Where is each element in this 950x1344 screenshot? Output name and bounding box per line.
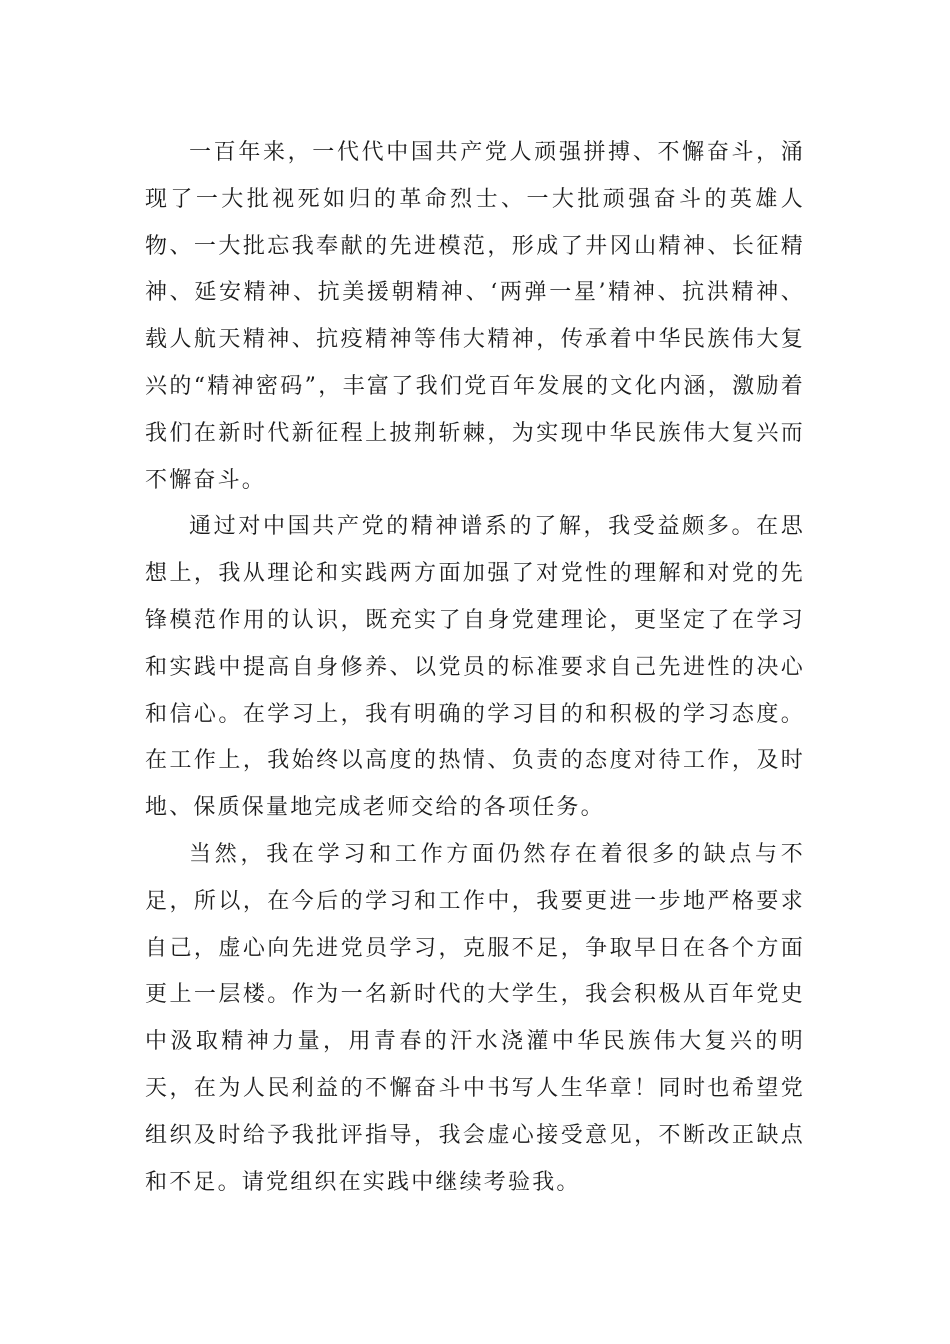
paragraph-1: 一百年来，一代代中国共产党人顽强拼搏、不懈奋斗，涌现了一大批视死如归的革命烈士、一大批顽强奋斗的英雄人物、一大批忘我奉献的先进模范，形成了井冈山精神、长征精神、延安精神、抗美援朝精神、‘两弹一星’精神、抗洪精神、载人航天精神、抗疫精神等伟大精神，传承着中华民族伟大复兴的“精神密码”，丰富了我们党百年发展的文化内涵，激励着我们在新时代新征程上披荆斩棘，为实现中华民族伟大复兴而不懈奋斗。	[145, 140, 805, 493]
paragraph-2: 通过对中国共产党的精神谱系的了解，我受益颇多。在思想上，我从理论和实践两方面加强了对党性的理解和对党的先锋模范作用的认识，既充实了自身党建理论，更坚定了在学习和实践中提高自身修养、以党员的标准要求自己先进性的决心和信心。在学习上，我有明确的学习目的和积极的学习态度。在工作上，我始终以高度的热情、负责的态度对待工作，及时地、保质保量地完成老师交给的各项任务。	[145, 514, 805, 821]
paragraph-3: 当然，我在学习和工作方面仍然存在着很多的缺点与不足，所以，在今后的学习和工作中，我要更进一步地严格要求自己，虚心向先进党员学习，克服不足，争取早日在各个方面更上一层楼。作为一名新时代的大学生，我会积极从百年党史中汲取精神力量，用青春的汗水浇灌中华民族伟大复兴的明天，在为人民利益的不懈奋斗中书写人生华章！同时也希望党组织及时给予我批评指导，我会虚心接受意见，不断改正缺点和不足。请党组织在实践中继续考验我。	[145, 841, 805, 1195]
document-body	[145, 130, 805, 1206]
